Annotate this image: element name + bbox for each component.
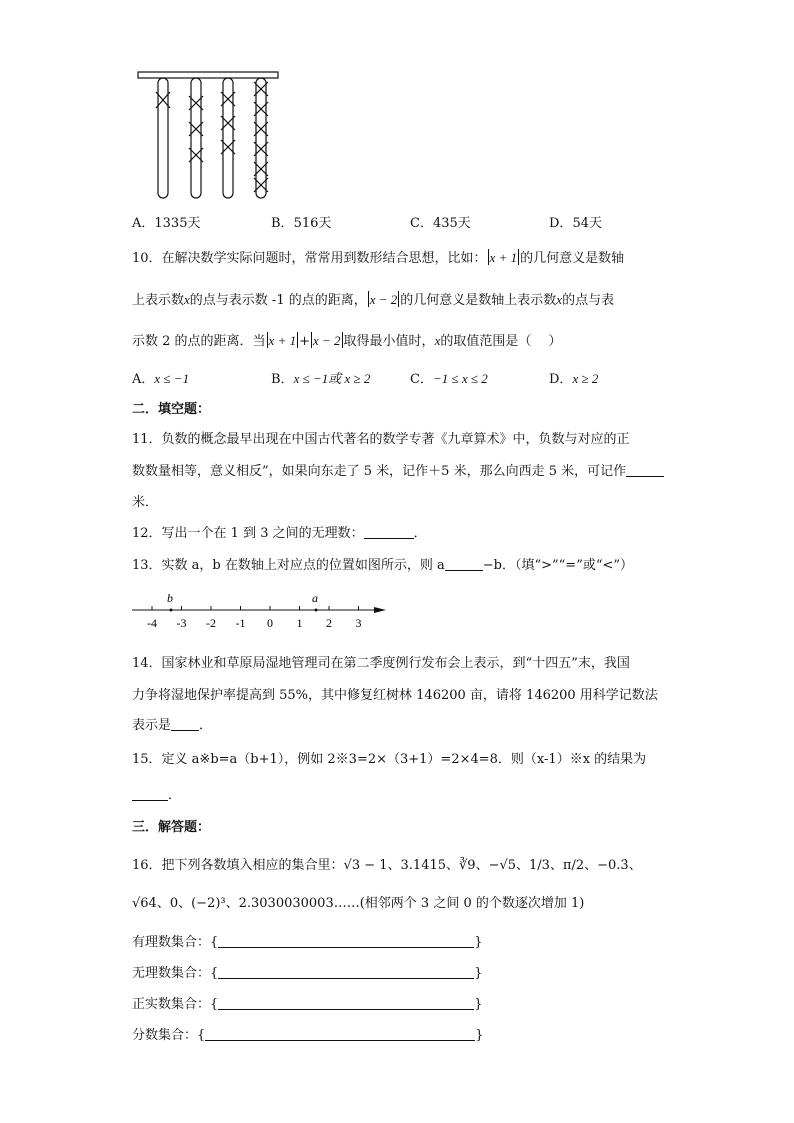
q15-answer-blank[interactable] [132, 788, 168, 801]
q9-option-d[interactable] [549, 212, 602, 231]
point-a [315, 609, 318, 612]
label-b: b [167, 591, 173, 605]
q10-option-d[interactable]: D．x ≥ 2 [549, 371, 599, 387]
q10-option-b[interactable]: B．x ≤ −1或 x ≥ 2 [271, 371, 371, 387]
tick-label: 1 [296, 616, 303, 630]
q13-answer-blank[interactable] [445, 558, 483, 571]
q10-line-2: 上表示数x的点与表示数 -1 的点的距离， x − 2 的几何意义是数轴上表示数x的点与表 [132, 292, 615, 308]
option-text: 516天 [293, 216, 332, 231]
option-text: 1335天 [154, 216, 201, 231]
q16-line-2: √64、0、(−2)³、2.3030030003……(相邻两个 3 之间 0 的个数逐次增加 1) [132, 896, 585, 911]
q12-answer-blank[interactable] [364, 526, 414, 539]
q15-line-1: 15．定义 a※b=a（b+1），例如 2※3=2×（3+1）=2×4=8．则（x-1）※x 的结果为 [132, 752, 647, 767]
number-line [130, 588, 392, 632]
label-a: a [312, 591, 318, 605]
axis-arrow [374, 607, 386, 613]
set-rational: 有理数集合：{ } [132, 935, 483, 950]
q10-line-1: 10．在解决数学实际问题时，常常用到数形结合思想，比如： x + 1 的几何意义是数轴 [132, 250, 625, 266]
q11-answer-blank[interactable] [626, 464, 664, 477]
tick-label: -4 [147, 616, 157, 630]
q9-option-b[interactable] [271, 212, 331, 231]
q15-line-2: ． [132, 786, 672, 806]
q10-option-c[interactable]: C．−1 ≤ x ≤ 2 [410, 371, 488, 387]
rational-set-blank[interactable] [218, 935, 474, 948]
q10-option-a[interactable]: A．x ≤ −1 [132, 371, 190, 387]
option-text: 435天 [432, 216, 471, 231]
q11-line-1: 11．负数的概念最早出现在中国古代著名的数学专著《九章算术》中，负数与对应的正 [132, 432, 630, 447]
q13-line: 13．实数 a，b 在数轴上对应点的位置如图所示，则 a −b．（填“>”“=”或“<”） [132, 558, 634, 573]
q11-line-2: 数数量相等，意义相反”，如果向东走了 5 米，记作＋5 米，那么向西走 5 米，可记作 [132, 462, 672, 482]
irrational-set-blank[interactable] [218, 966, 474, 979]
set-fraction: 分数集合：{ } [132, 1028, 484, 1043]
q16-line-1: 16．把下列各数填入相应的集合里：√3 − 1、3.1415、∛9、−√5、1/3、π/2、−0.3̇、 [132, 858, 642, 873]
q14-answer-blank[interactable] [171, 718, 199, 731]
option-letter: B． [271, 216, 294, 231]
q10-line-3: 示数 2 的点的距离．当 x + 1 + x − 2 取得最小值时，x的取值范围是（ ） [132, 333, 562, 349]
q11-line-3: 米． [132, 495, 159, 510]
q9-option-a[interactable] [132, 212, 200, 231]
q14-line-2: 力争将湿地保护率提高到 55%，其中修复红树林 146200 亩，请将 146200 用科学记数法 [132, 688, 658, 703]
tick-label: -3 [176, 616, 187, 630]
rope-2 [189, 78, 203, 198]
set-positive-real: 正实数集合：{ } [132, 997, 483, 1012]
q14-line-3: 表示是 ． [132, 718, 213, 733]
fraction-set-blank[interactable] [205, 1028, 475, 1041]
tick-label: -1 [235, 616, 246, 630]
tick-label: 0 [267, 616, 273, 630]
section-heading-fill-in: 二．填空题： [132, 402, 211, 417]
top-bar [138, 72, 278, 78]
q12-line: 12．写出一个在 1 到 3 之间的无理数： ． [132, 526, 427, 541]
option-letter: D． [549, 216, 573, 231]
positive-real-set-blank[interactable] [218, 997, 474, 1010]
q9-option-c[interactable] [410, 212, 471, 231]
q14-line-1: 14．国家林业和草原局湿地管理司在第二季度例行发布会上表示，到“十四五”末，我国 [132, 656, 630, 671]
rope-4 [254, 78, 268, 198]
knot-rope-figure [136, 68, 282, 200]
tick-label: -2 [206, 616, 216, 630]
set-irrational: 无理数集合：{ } [132, 966, 483, 981]
tick-label: 3 [355, 616, 362, 630]
rope-3 [221, 78, 235, 198]
option-letter: C． [410, 216, 433, 231]
option-text: 54天 [572, 216, 602, 231]
rope-1 [156, 78, 170, 198]
option-letter: A． [132, 216, 155, 231]
tick-label: 2 [326, 616, 332, 630]
section-heading-solve: 三．解答题： [132, 820, 211, 835]
point-b [170, 609, 173, 612]
